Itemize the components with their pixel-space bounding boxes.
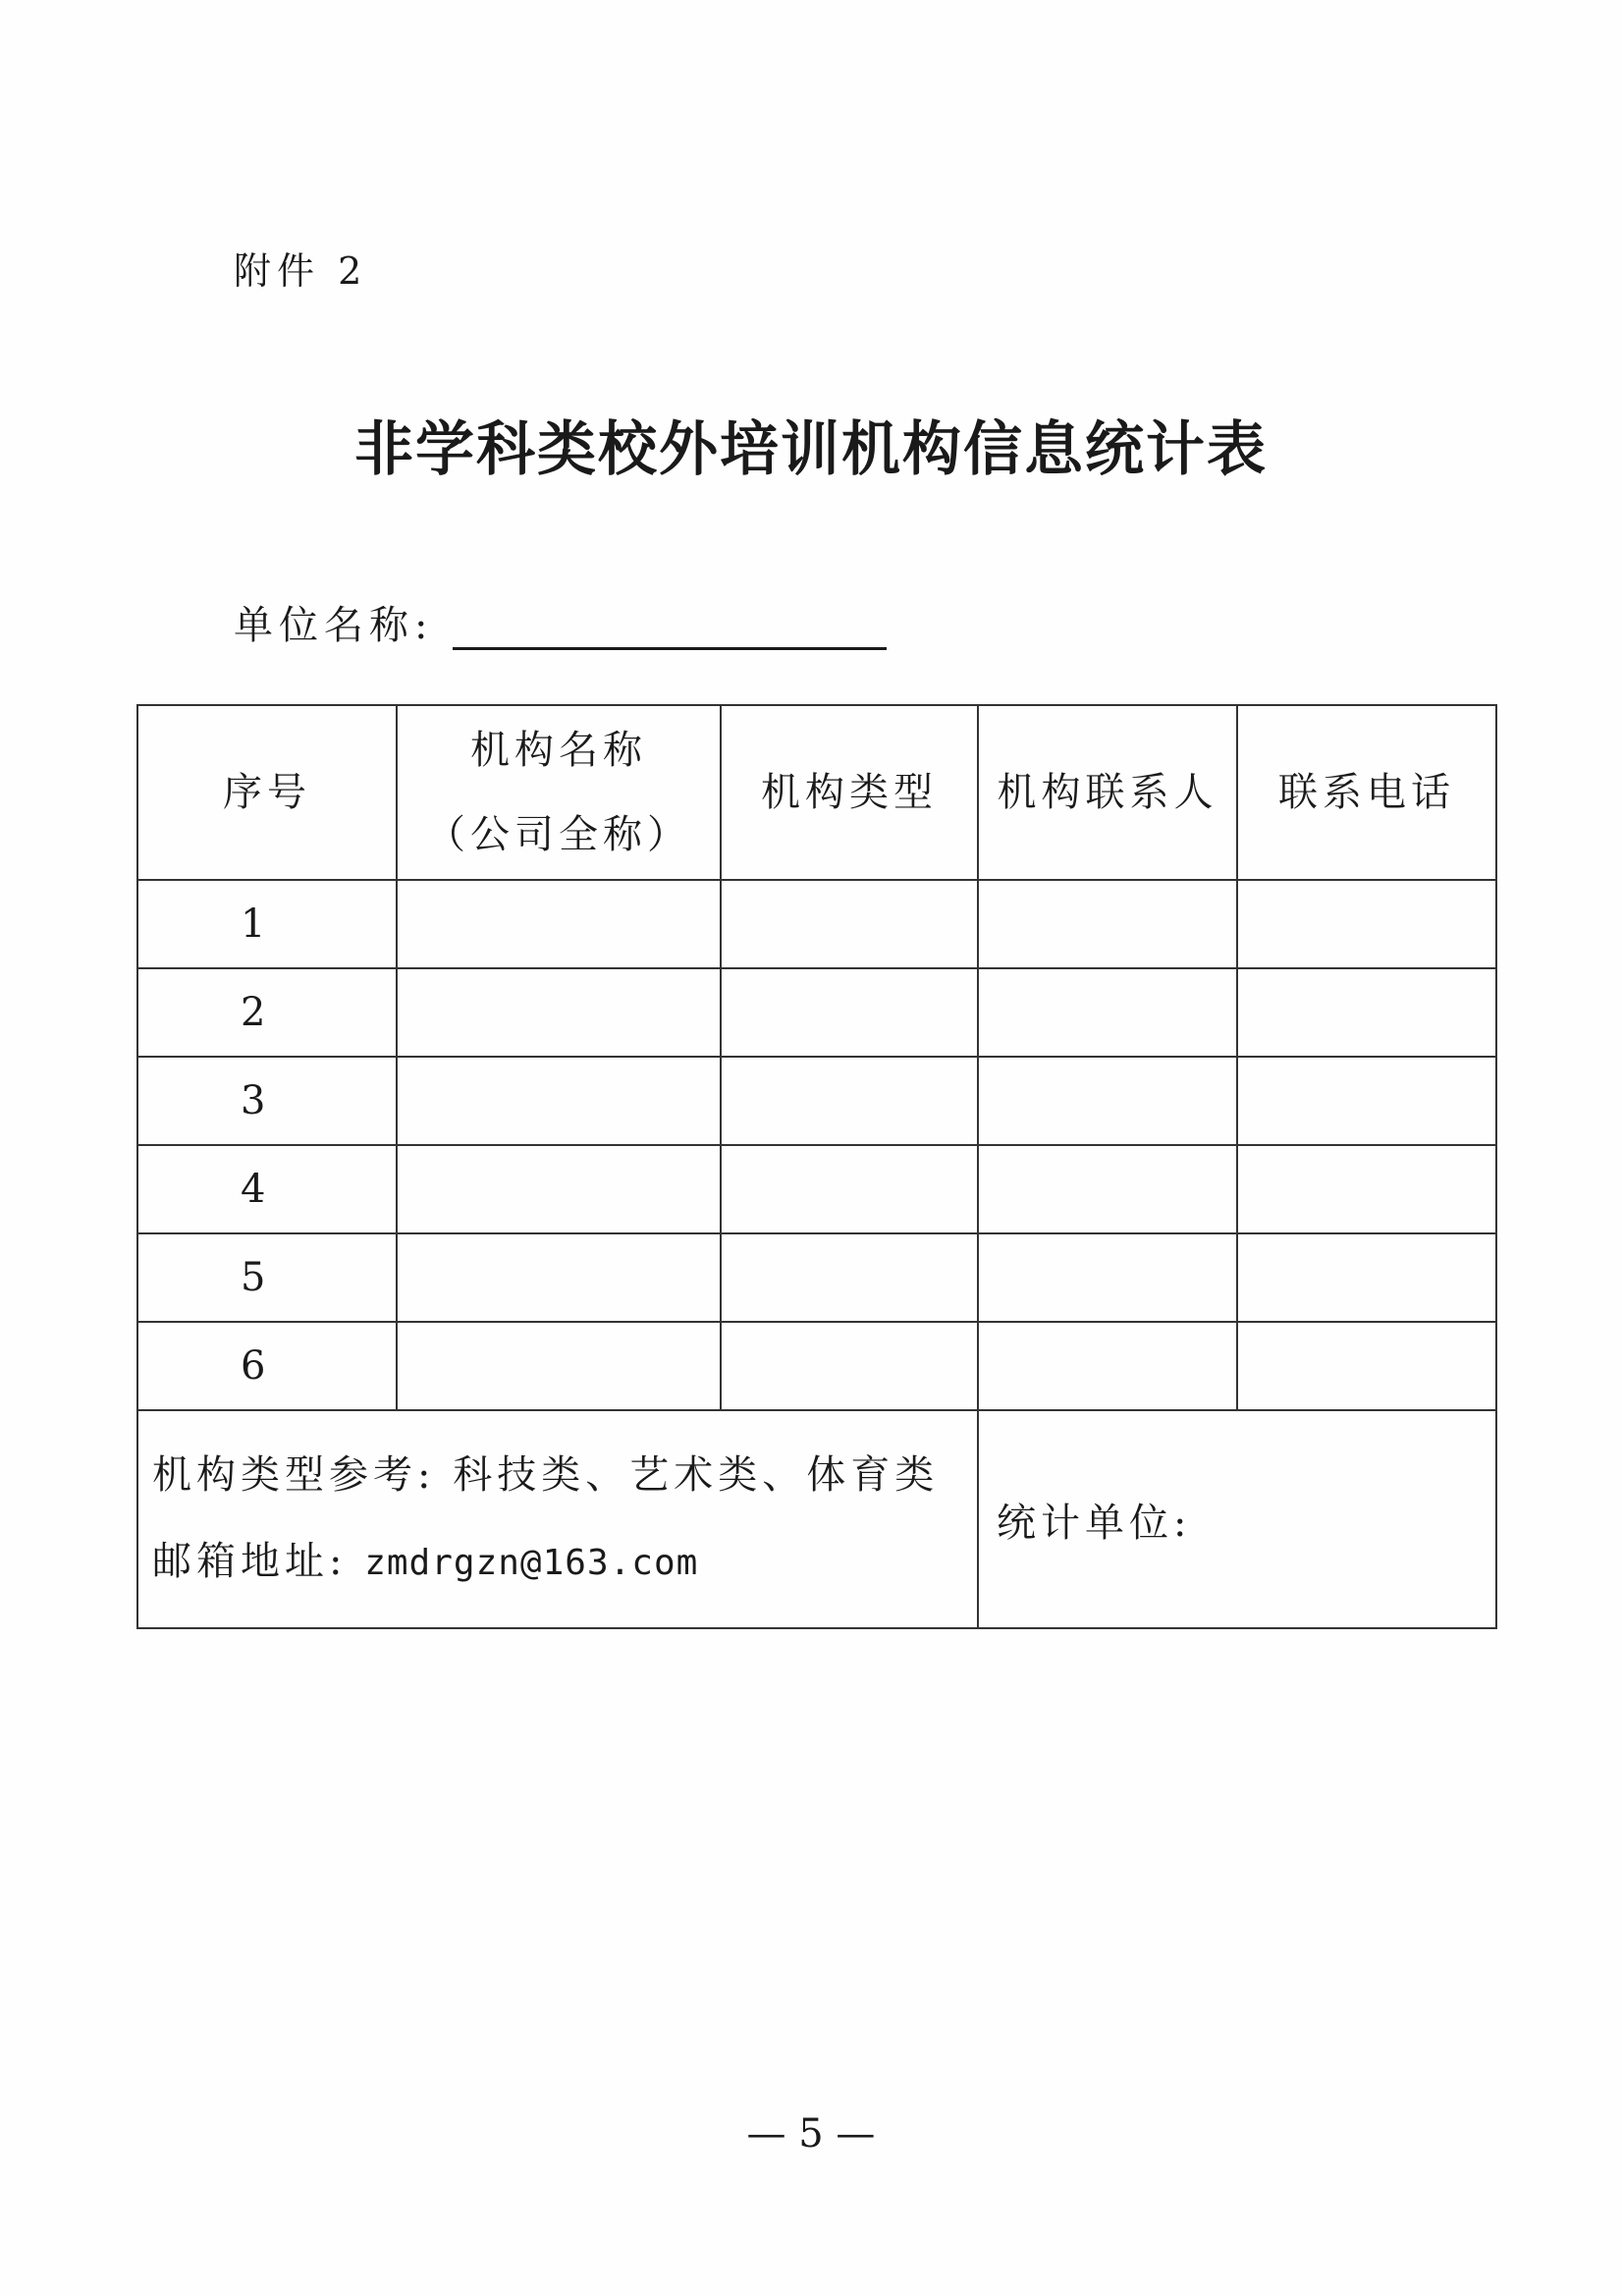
cell-org-name[interactable] xyxy=(397,1057,721,1145)
cell-contact-person[interactable] xyxy=(978,1057,1237,1145)
page-title: 非学科类校外培训机构信息统计表 xyxy=(354,415,1268,484)
row-seq: 5 xyxy=(137,1233,397,1322)
header-org-name-line2: （公司全称） xyxy=(426,812,691,857)
row-seq: 3 xyxy=(137,1057,397,1145)
cell-contact-person[interactable] xyxy=(978,1322,1237,1410)
footer-notes xyxy=(137,1410,978,1628)
cell-org-name[interactable] xyxy=(397,880,721,968)
email-label: 邮箱地址: xyxy=(152,1539,365,1584)
cell-phone[interactable] xyxy=(1237,1145,1496,1233)
cell-org-type[interactable] xyxy=(721,1145,978,1233)
header-seq: 序号 xyxy=(137,705,397,880)
stat-unit-cell[interactable] xyxy=(978,1410,1496,1628)
row-seq: 6 xyxy=(137,1322,397,1410)
table-row xyxy=(137,1233,1496,1322)
row-seq: 1 xyxy=(137,880,397,968)
email-line xyxy=(152,1518,977,1607)
header-org-type: 机构类型 xyxy=(721,705,978,880)
stat-unit-label: 统计单位: xyxy=(997,1500,1192,1546)
table-footer-row xyxy=(137,1410,1496,1628)
cell-org-type[interactable] xyxy=(721,1233,978,1322)
cell-org-name[interactable] xyxy=(397,1322,721,1410)
cell-contact-person[interactable] xyxy=(978,1145,1237,1233)
email-address: zmdrgzn@163.com xyxy=(364,1543,699,1583)
cell-org-name[interactable] xyxy=(397,968,721,1057)
cell-phone[interactable] xyxy=(1237,1322,1496,1410)
cell-contact-person[interactable] xyxy=(978,968,1237,1057)
cell-org-type[interactable] xyxy=(721,968,978,1057)
cell-org-type[interactable] xyxy=(721,880,978,968)
table-row xyxy=(137,1057,1496,1145)
cell-phone[interactable] xyxy=(1237,880,1496,968)
attachment-label: 附件 2 xyxy=(234,249,368,293)
cell-org-type[interactable] xyxy=(721,1057,978,1145)
cell-org-type[interactable] xyxy=(721,1322,978,1410)
cell-phone[interactable] xyxy=(1237,1233,1496,1322)
table-row xyxy=(137,880,1496,968)
cell-org-name[interactable] xyxy=(397,1233,721,1322)
unit-name-blank[interactable] xyxy=(453,604,887,650)
cell-phone[interactable] xyxy=(1237,1057,1496,1145)
cell-org-name[interactable] xyxy=(397,1145,721,1233)
header-contact-person: 机构联系人 xyxy=(978,705,1237,880)
unit-name-line xyxy=(234,601,887,650)
org-type-reference: 机构类型参考: 科技类、艺术类、体育类 xyxy=(152,1452,940,1498)
table-row xyxy=(137,968,1496,1057)
table-row xyxy=(137,1322,1496,1410)
cell-contact-person[interactable] xyxy=(978,880,1237,968)
row-seq: 4 xyxy=(137,1145,397,1233)
info-table xyxy=(136,704,1497,1629)
page-number: — 5 — xyxy=(746,2111,876,2157)
cell-contact-person[interactable] xyxy=(978,1233,1237,1322)
unit-name-label: 单位名称: xyxy=(234,603,434,648)
cell-phone[interactable] xyxy=(1237,968,1496,1057)
header-org-name-line1: 机构名称 xyxy=(470,728,647,773)
header-phone: 联系电话 xyxy=(1237,705,1496,880)
table-header-row xyxy=(137,705,1496,880)
row-seq: 2 xyxy=(137,968,397,1057)
header-org-name xyxy=(397,705,721,880)
table-row xyxy=(137,1145,1496,1233)
